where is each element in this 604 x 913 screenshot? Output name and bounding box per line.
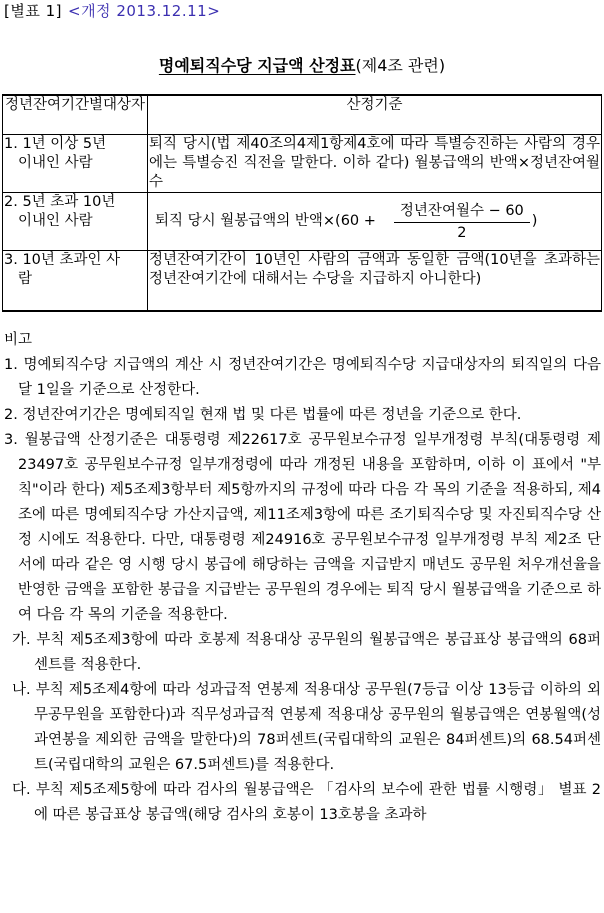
period-cell xyxy=(3,251,148,312)
table-number-header xyxy=(4,0,220,22)
period-label: 3. 10년 초과인 사 xyxy=(4,252,121,268)
title-main: 명예퇴직수당 지급액 산정표 xyxy=(158,56,356,75)
table-number: [별표 1] xyxy=(4,2,62,20)
column-header-period: 정년잔여기간별대상자 xyxy=(3,95,148,135)
period-cell xyxy=(3,135,148,193)
remarks-section xyxy=(4,328,601,828)
calculation-table xyxy=(2,94,602,312)
period-label-cont: 이내인 사람 xyxy=(18,213,93,229)
table-row xyxy=(3,135,602,193)
criterion-cell: 정년잔여기간이 10년인 사람의 금액과 동일한 금액(10년을 초과하는 정년잔여기간에 대해서는 수당을 지급하지 아니한다) xyxy=(148,251,602,312)
fraction-denominator: 2 xyxy=(457,224,467,241)
fraction-numerator: 정년잔여월수 − 60 xyxy=(394,201,530,223)
remark-item: 3. 월봉급액 산정기준은 대통령령 제22617호 공무원보수규정 일부개정령 부칙(대통령령 제23497호 공무원보수규정 일부개정령에 따라 개정된 내용을 포함하며, 이하 이 표에서 "부칙"이라 한다) 제5조제3항부터 제5항까지의 규정에 따라 다음 각 목의 기준을 적용하되, 제4조에 따른 명예퇴직수당 가산지급액, 제11조제3항에 따른 조기퇴직수당 및 자진퇴직수당 산정 시에도 적용한다. 다만, 대통령령 제24916호 공무원보수규정 일부개정령 부칙 제2조 단서에 따라 같은 영 시행 당시 봉급에 해당하는 금액을 지급받지 매년도 공무원 처우개선율을 반영한 금액을 포함한 봉급을 지급받는 공무원의 경우에는 퇴직 당시 월봉급액을 기준으로 하여 다음 각 목의 기준을 적용한다. xyxy=(4,432,601,623)
period-label: 1. 1년 이상 5년 xyxy=(4,136,107,152)
period-label-cont: 이내인 사람 xyxy=(18,155,93,171)
page-title xyxy=(0,54,604,78)
formula-suffix: ) xyxy=(531,213,538,229)
period-label-cont: 람 xyxy=(18,271,33,287)
table-row xyxy=(3,193,602,251)
table-row xyxy=(3,251,602,312)
formula-fraction xyxy=(394,201,530,243)
period-label: 2. 5년 초과 10년 xyxy=(4,194,116,210)
remark-item: 1. 명예퇴직수당 지급액의 계산 시 정년잔여기간은 명예퇴직수당 지급대상자의 퇴직일의 다음 달 1일을 기준으로 산정한다. xyxy=(4,357,601,398)
period-cell xyxy=(3,193,148,251)
remark-subitem: 가. 부칙 제5조제3항에 따라 호봉제 적용대상 공무원의 월봉급액은 봉급표상 봉급액의 68퍼센트를 적용한다. xyxy=(12,632,601,673)
remark-item: 2. 정년잔여기간은 명예퇴직일 현재 법 및 다른 법률에 따른 정년을 기준으로 한다. xyxy=(4,407,522,423)
amendment-date: <개정 2013.12.11> xyxy=(68,2,221,20)
remarks-heading: 비고 xyxy=(4,332,33,348)
criterion-cell xyxy=(148,193,602,251)
formula-prefix: 퇴직 당시 월봉급액의 반액×(60 + xyxy=(155,213,376,229)
table-header-row xyxy=(3,95,602,135)
remark-subitem: 다. 부칙 제5조제5항에 따라 검사의 월봉급액은 「검사의 보수에 관한 법률 시행령」 별표 2에 따른 봉급표상 봉급액(해당 검사의 호봉이 13호봉을 초과하 xyxy=(12,782,601,823)
column-header-criterion: 산정기준 xyxy=(148,95,602,135)
title-reference: (제4조 관련) xyxy=(355,56,446,75)
remark-subitem: 나. 부칙 제5조제4항에 따라 성과급적 연봉제 적용대상 공무원(7등급 이상 13등급 이하의 외무공무원을 포함한다)과 직무성과급적 연봉제 적용대상 공무원의 월봉급액은 연봉월액(성과연봉을 제외한 금액을 말한다)의 78퍼센트(국립대학의 교원은 84퍼센트)의 68.54퍼센트(국립대학의 교원은 67.5퍼센트)를 적용한다. xyxy=(12,682,601,773)
formula xyxy=(149,193,600,250)
criterion-cell: 퇴직 당시(법 제40조의4제1항제4호에 따라 특별승진하는 사람의 경우에는 특별승진 직전을 말한다. 이하 같다) 월봉급액의 반액×정년잔여월수 xyxy=(148,135,602,193)
